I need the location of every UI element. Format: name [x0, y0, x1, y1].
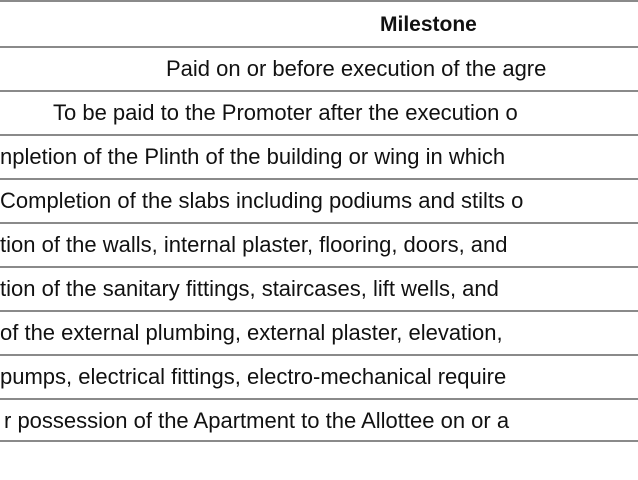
column-header-milestone: Milestone	[380, 13, 477, 36]
table-cell	[0, 312, 638, 354]
table-header-row	[0, 0, 638, 46]
table-row	[0, 90, 638, 134]
milestone-text: tion of the walls, internal plaster, flooring, doors, and	[0, 232, 508, 257]
table-cell	[0, 92, 638, 134]
milestone-text: of the external plumbing, external plaster, elevation,	[0, 320, 503, 345]
table-row	[0, 178, 638, 222]
table-cell	[0, 48, 638, 90]
table-cell	[0, 356, 638, 398]
milestone-text: To be paid to the Promoter after the execution o	[53, 100, 518, 125]
milestone-text: r possession of the Apartment to the Allottee on or a	[4, 408, 510, 433]
milestone-text: tion of the sanitary fittings, staircases, lift wells, and	[0, 276, 499, 301]
milestone-text: Completion of the slabs including podiums and stilts o	[0, 188, 524, 213]
milestone-text: Paid on or before execution of the agre	[166, 56, 547, 81]
milestone-text: pumps, electrical fittings, electro-mechanical require	[0, 364, 507, 389]
table-row	[0, 266, 638, 310]
table-cell	[0, 400, 638, 442]
table-row	[0, 46, 638, 90]
table-row	[0, 398, 638, 442]
table-header-cell	[0, 2, 638, 44]
table-row	[0, 310, 638, 354]
table-cell	[0, 268, 638, 310]
table-row	[0, 222, 638, 266]
table-cell	[0, 136, 638, 178]
table-row	[0, 354, 638, 398]
table-cell	[0, 224, 638, 266]
milestone-text: npletion of the Plinth of the building or wing in which	[0, 144, 506, 169]
table-cell	[0, 180, 638, 222]
table-row	[0, 134, 638, 178]
